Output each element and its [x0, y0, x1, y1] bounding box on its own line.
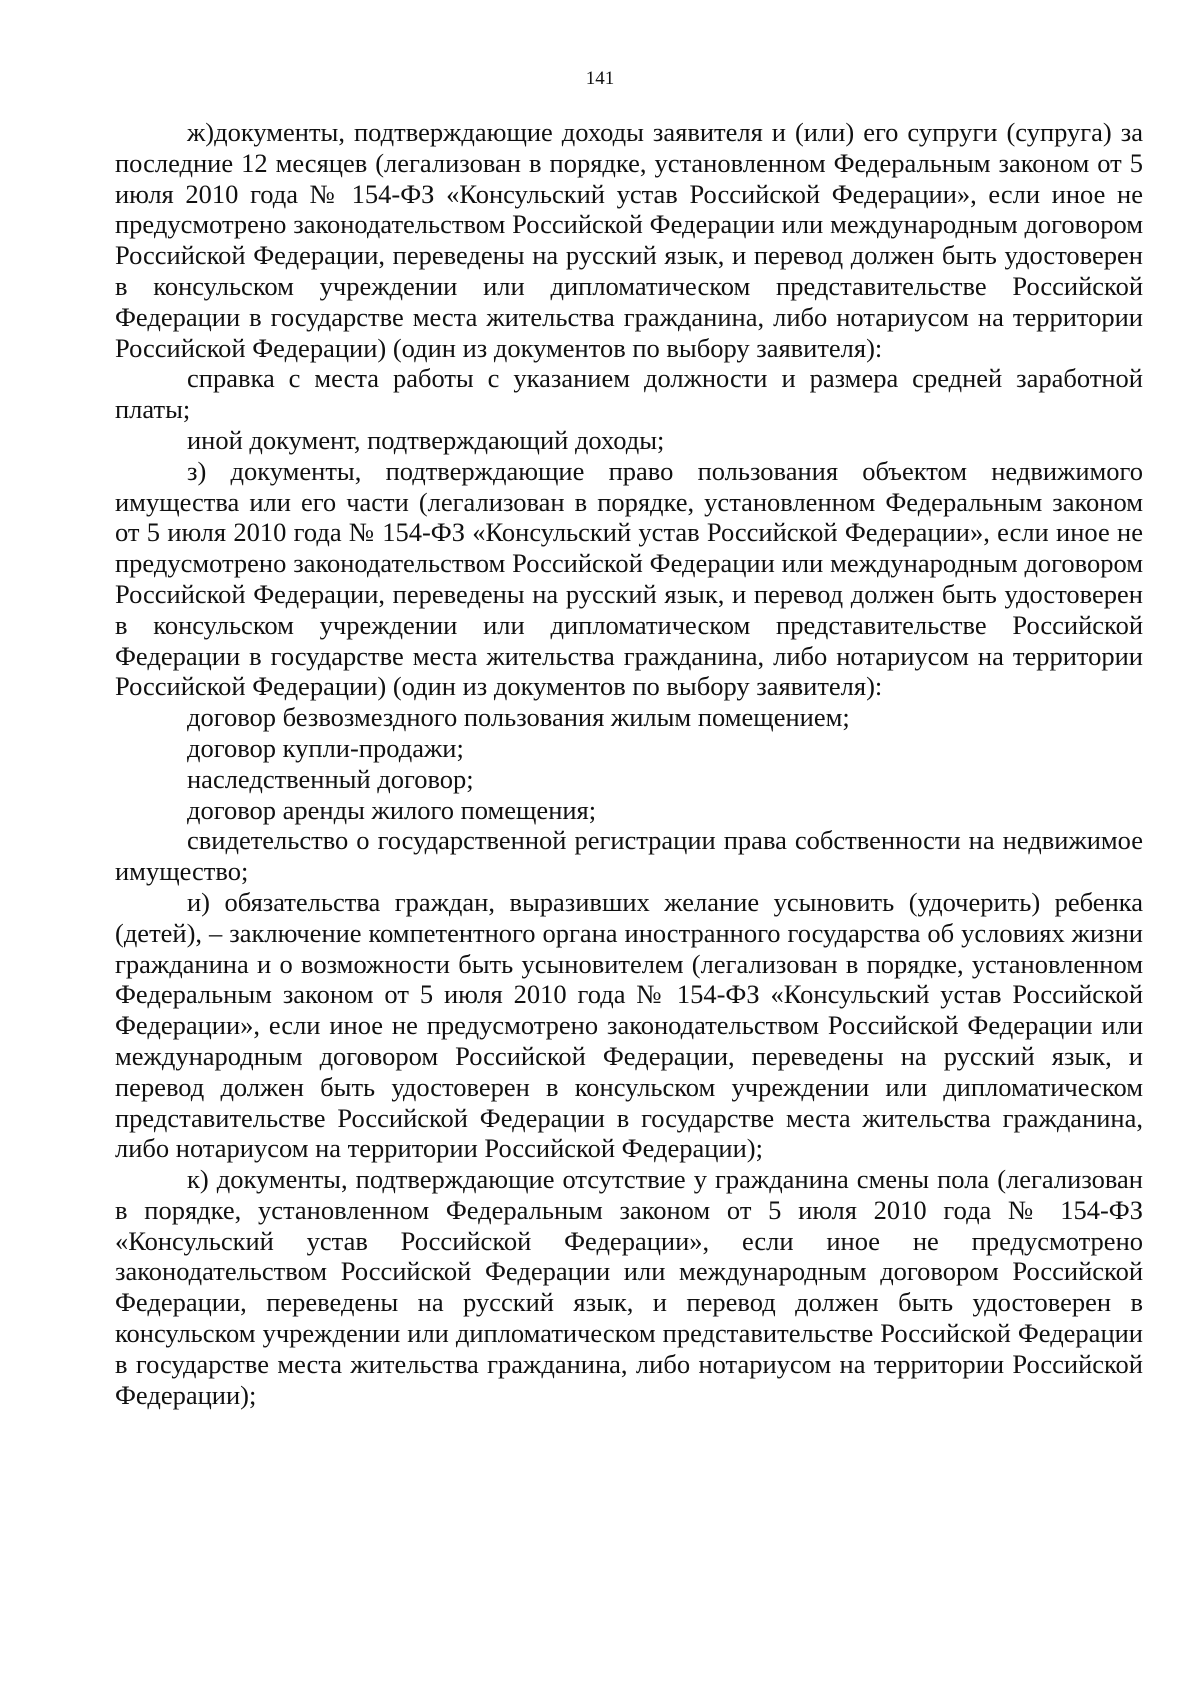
paragraph-i-adoption-obligations: и) обязательства граждан, выразивших желание усыновить (удочерить) ребенка (детей), – заключение компетентного органа иностранного государства об условиях жизни гражданина и о возможности быть усыновителем (легализован в порядке, установленном Федеральным законом от 5 июля 2010 года № 154-ФЗ «Консульский устав Российской Федерации», если иное не предусмотрено законодательством Российской Федерации или международным договором Российской Федерации, переведены на русский язык, и перевод должен быть удостоверен в консульском учреждении или дипломатическом представительстве Российской Федерации в государстве места жительства гражданина, либо нотариусом на территории Российской Федерации); — [115, 886, 1143, 1164]
list-item-free-use-agreement: договор безвозмездного пользования жилым помещением; — [187, 702, 850, 733]
page-number: 141 — [585, 68, 615, 89]
list-item-sale-agreement: договор купли-продажи; — [187, 732, 464, 763]
document-body — [115, 117, 1143, 1410]
list-item-inheritance-agreement: наследственный договор; — [187, 763, 474, 794]
list-item-employment-certificate: справка с места работы с указанием должности и размера средней заработной платы; — [115, 363, 1143, 425]
list-item-ownership-certificate: свидетельство о государственной регистрации права собственности на недвижимое имущество; — [115, 825, 1143, 887]
paragraph-k-gender-documents: к) документы, подтверждающие отсутствие у гражданина смены пола (легализован в порядке, установленном Федеральным законом от 5 июля 2010 года № 154-ФЗ «Консульский устав Российской Федерации», если иное не предусмотрено законодательством Российской Федерации или международным договором Российской Федерации, переведены на русский язык, и перевод должен быть удостоверен в консульском учреждении или дипломатическом представительстве Российской Федерации в государстве места жительства гражданина, либо нотариусом на территории Российской Федерации); — [115, 1164, 1143, 1410]
list-item-other-income-document: иной документ, подтверждающий доходы; — [187, 424, 665, 455]
paragraph-z-property-documents: з) документы, подтверждающие право пользования объектом недвижимого имущества или его части (легализован в порядке, установленном Федеральным законом от 5 июля 2010 года № 154-ФЗ «Консульский устав Российской Федерации», если иное не предусмотрено законодательством Российской Федерации или международным договором Российской Федерации, переведены на русский язык, и перевод должен быть удостоверен в консульском учреждении или дипломатическом представительстве Российской Федерации в государстве места жительства гражданина, либо нотариусом на территории Российской Федерации) (один из документов по выбору заявителя): — [115, 455, 1143, 702]
paragraph-zh-income-documents: ж)документы, подтверждающие доходы заявителя и (или) его супруги (супруга) за последние 12 месяцев (легализован в порядке, установленном Федеральным законом от 5 июля 2010 года № 154-ФЗ «Консульский устав Российской Федерации», если иное не предусмотрено законодательством Российской Федерации или международным договором Российской Федерации, переведены на русский язык, и перевод должен быть удостоверен в консульском учреждении или дипломатическом представительстве Российской Федерации в государстве места жительства гражданина, либо нотариусом на территории Российской Федерации) (один из документов по выбору заявителя): — [115, 117, 1143, 363]
list-item-lease-agreement: договор аренды жилого помещения; — [187, 794, 597, 825]
